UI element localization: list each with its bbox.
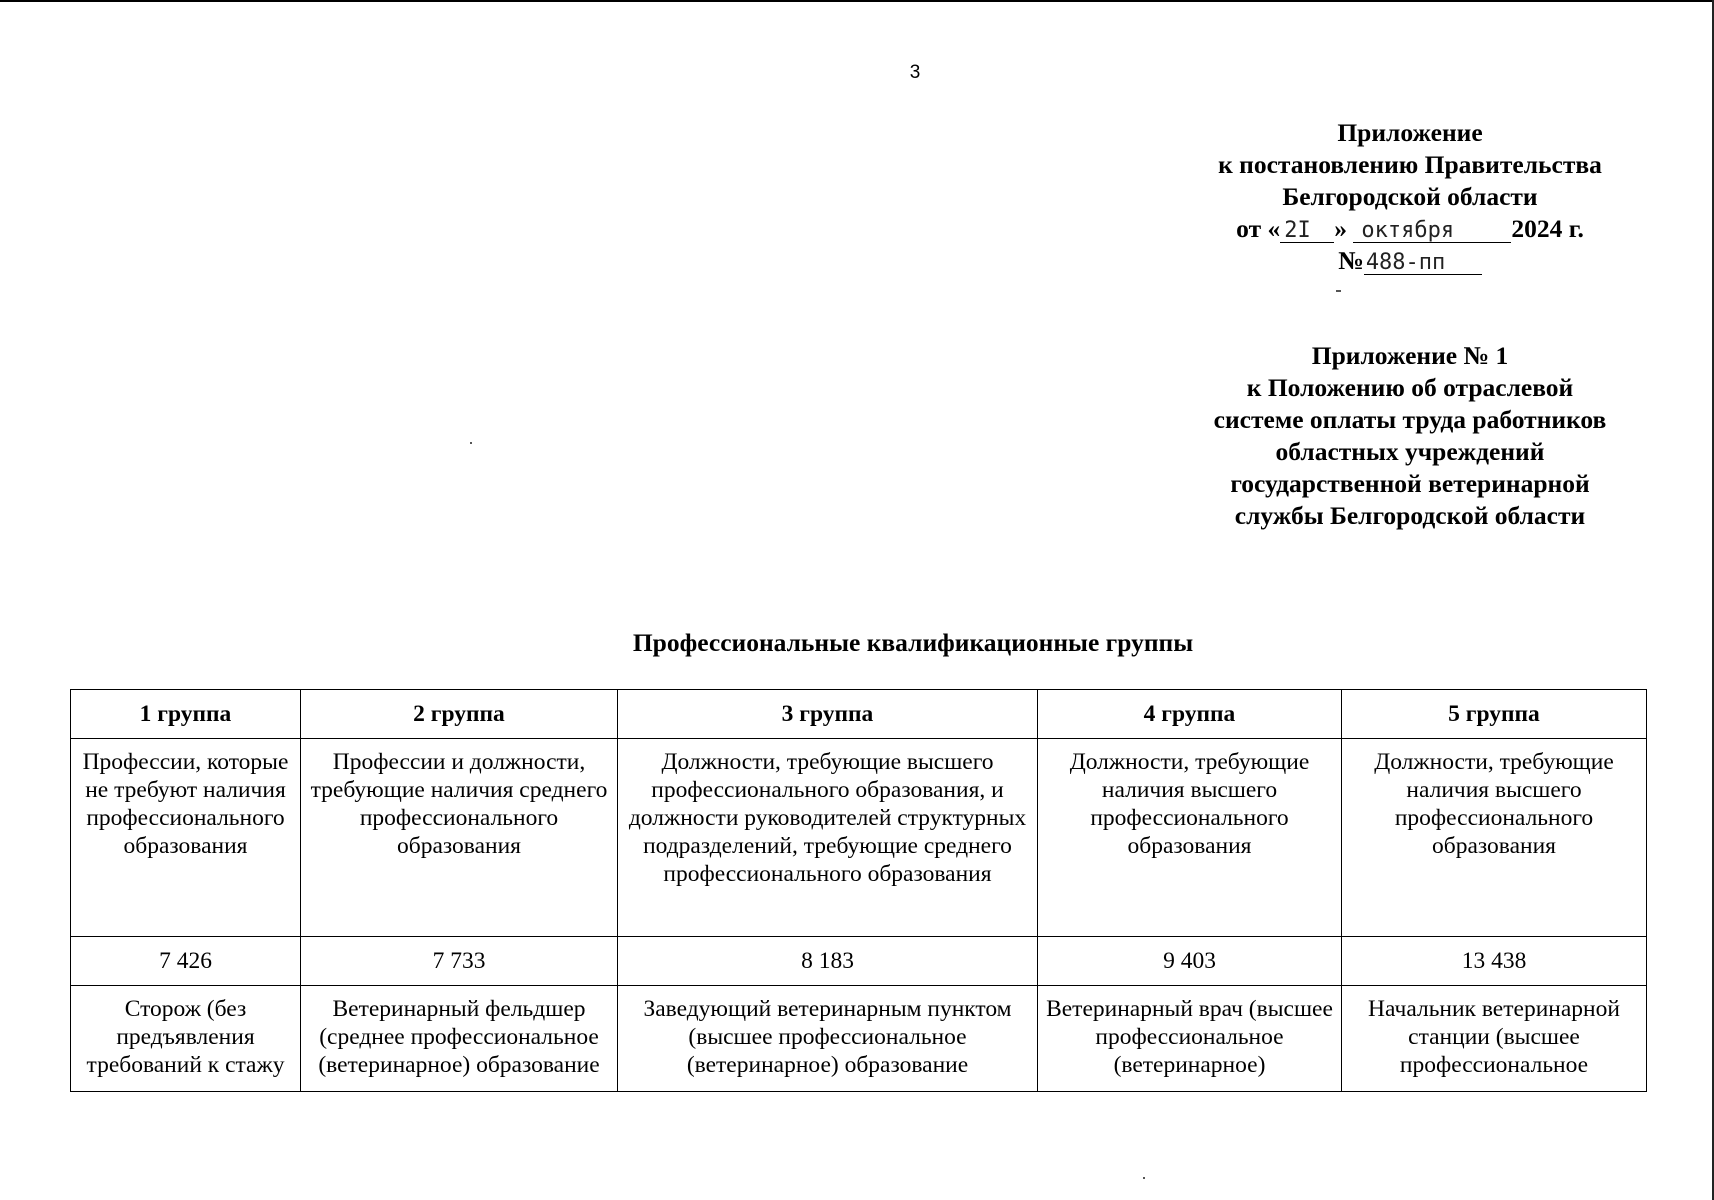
position-group-4: Ветеринарный врач (высшее профессиональное (ветеринарное) <box>1038 986 1342 1092</box>
table-row-positions <box>71 986 1647 1092</box>
appendix-line-5: государственной ветеринарной <box>1230 469 1590 498</box>
approval-line-3: Белгородской области <box>1282 182 1538 211</box>
appendix-line-6: службы Белгородской области <box>1234 501 1586 530</box>
approval-number-line <box>1180 245 1640 277</box>
position-group-1: Сторож (без предъявления требований к стажу <box>71 986 301 1092</box>
page-number: 3 <box>909 62 921 83</box>
approval-date-line <box>1180 213 1640 245</box>
amount-group-5: 13 438 <box>1342 937 1647 986</box>
document-title: Профессиональные квалификационные группы <box>632 628 1194 657</box>
header-group-1: 1 группа <box>71 690 301 739</box>
amount-group-4: 9 403 <box>1038 937 1342 986</box>
appendix-line-2: к Положению об отраслевой <box>1246 373 1574 402</box>
description-group-2: Профессии и должности, требующие наличия среднего профессионального образования <box>301 739 618 937</box>
table-row-amounts <box>71 937 1647 986</box>
qualification-groups-table <box>70 689 1647 1092</box>
page-top-border <box>0 0 1714 2</box>
position-group-5: Начальник ветеринарной станции (высшее профессиональное <box>1342 986 1647 1092</box>
approval-line-2: к постановлению Правительства <box>1218 150 1602 179</box>
description-group-4: Должности, требующие наличия высшего профессионального образования <box>1038 739 1342 937</box>
appendix-line-1: Приложение № 1 <box>1311 341 1509 370</box>
date-mid: » <box>1334 214 1347 243</box>
amount-group-3: 8 183 <box>618 937 1038 986</box>
scan-speck <box>1143 1177 1145 1179</box>
date-prefix: от « <box>1236 214 1281 243</box>
amount-group-2: 7 733 <box>301 937 618 986</box>
number-prefix: № <box>1338 246 1364 275</box>
appendix-block <box>1180 340 1640 532</box>
scan-speck <box>1336 290 1341 292</box>
table-row-descriptions <box>71 739 1647 937</box>
description-group-3: Должности, требующие высшего профессионального образования, и должности руководителей структурных подразделений, требующие среднего профессионального образования <box>618 739 1038 937</box>
decree-number: 488-пп <box>1364 252 1482 275</box>
header-group-4: 4 группа <box>1038 690 1342 739</box>
position-group-2: Ветеринарный фельдшер (среднее профессиональное (ветеринарное) образование <box>301 986 618 1092</box>
date-day: 2I <box>1280 220 1334 243</box>
date-year: 2024 г. <box>1511 214 1584 243</box>
table-header-row <box>71 690 1647 739</box>
approval-line-1: Приложение <box>1337 118 1483 147</box>
date-month: октября <box>1353 220 1511 243</box>
appendix-line-4: областных учреждений <box>1275 437 1545 466</box>
header-group-5: 5 группа <box>1342 690 1647 739</box>
description-group-5: Должности, требующие наличия высшего профессионального образования <box>1342 739 1647 937</box>
header-group-3: 3 группа <box>618 690 1038 739</box>
approval-block <box>1180 117 1640 277</box>
appendix-line-3: системе оплаты труда работников <box>1213 405 1607 434</box>
description-group-1: Профессии, которые не требуют наличия профессионального образования <box>71 739 301 937</box>
position-group-3: Заведующий ветеринарным пунктом (высшее профессиональное (ветеринарное) образование <box>618 986 1038 1092</box>
amount-group-1: 7 426 <box>71 937 301 986</box>
scan-speck <box>470 442 472 444</box>
header-group-2: 2 группа <box>301 690 618 739</box>
